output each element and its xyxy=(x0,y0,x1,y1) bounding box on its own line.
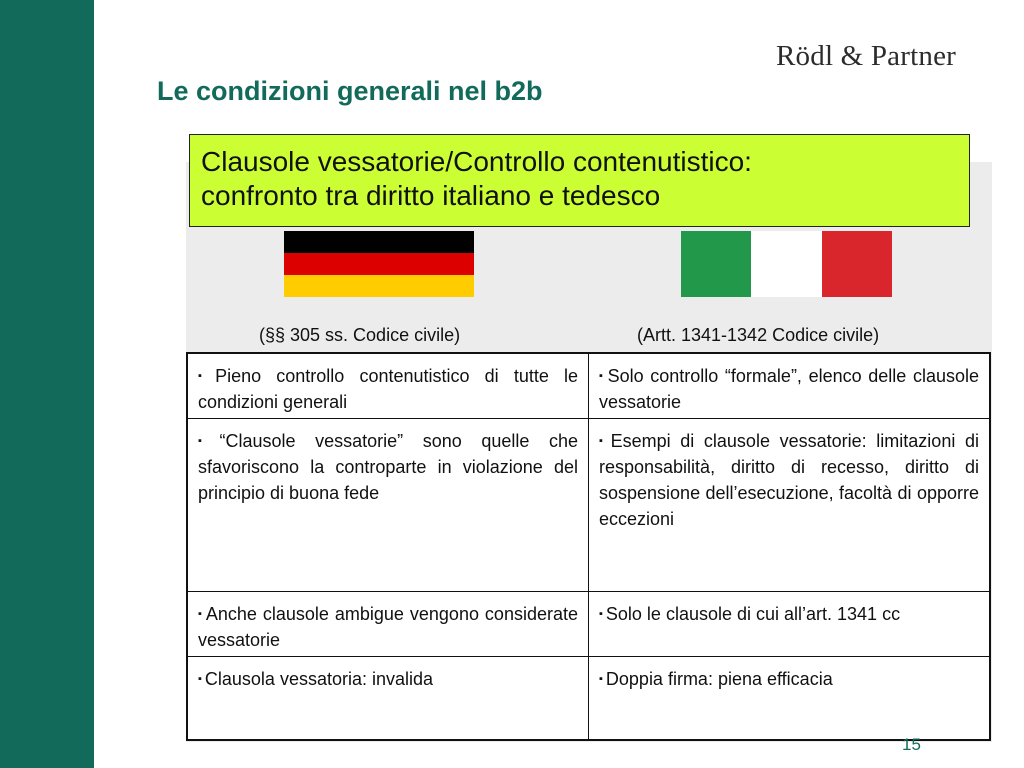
cell-text: “Clausole vessatorie” sono quelle che sfavoriscono la controparte in violazione del principio di buona fede xyxy=(198,431,578,503)
bullet-icon: ▪ xyxy=(198,673,202,685)
cell-text: Clausola vessatoria: invalida xyxy=(204,669,434,689)
bullet-icon: ▪ xyxy=(599,608,603,620)
table-cell-italy xyxy=(589,354,989,419)
germany-flag-stripe-black xyxy=(284,231,474,253)
germany-code-label: (§§ 305 ss. Codice civile) xyxy=(259,325,461,345)
company-logo: Rödl & Partner xyxy=(776,40,957,72)
table-cell-germany xyxy=(188,419,589,592)
cell-text: Solo le clausole di cui all’art. 1341 cc xyxy=(605,604,901,624)
table-cell-italy xyxy=(589,419,989,592)
bullet-icon: ▪ xyxy=(599,370,605,382)
table-cell-germany xyxy=(188,657,589,739)
germany-flag-stripe-red xyxy=(284,253,474,275)
cell-text: Esempi di clausole vessatorie: limitazioni di responsabilità, diritto di recesso, diritto di sospensione dell’esecuzione, facoltà di opporre eccezioni xyxy=(599,431,979,529)
callout-box xyxy=(189,134,970,227)
italy-flag-stripe-green xyxy=(681,231,751,297)
bullet-icon: ▪ xyxy=(599,435,608,447)
italy-code-label: (Artt. 1341-1342 Codice civile) xyxy=(637,325,880,345)
italy-flag-stripe-white xyxy=(751,231,821,297)
cell-text: Doppia firma: piena efficacia xyxy=(605,669,833,689)
table-cell-germany xyxy=(188,354,589,419)
page-title: Le condizioni generali nel b2b xyxy=(157,76,543,106)
callout-line-1: Clausole vessatorie/Controllo contenutistico: xyxy=(201,146,752,177)
cell-text: Pieno controllo contenutistico di tutte le condizioni generali xyxy=(198,366,579,412)
italy-flag-icon xyxy=(681,231,892,297)
bullet-icon: ▪ xyxy=(198,608,203,620)
bullet-icon: ▪ xyxy=(198,435,217,447)
bullet-icon: ▪ xyxy=(198,370,213,382)
germany-flag-stripe-gold xyxy=(284,275,474,297)
germany-flag-icon xyxy=(284,231,474,297)
comparison-table xyxy=(186,352,991,741)
cell-text: Solo controllo “formale”, elenco delle clausole vessatorie xyxy=(599,366,979,412)
table-cell-italy xyxy=(589,592,989,657)
cell-text: Anche clausole ambigue vengono considerate vessatorie xyxy=(198,604,578,650)
page-number: 15 xyxy=(902,735,921,754)
callout-line-2: confronto tra diritto italiano e tedesco xyxy=(201,180,661,211)
table-cell-germany xyxy=(188,592,589,657)
left-sidebar-band xyxy=(0,0,94,768)
italy-flag-stripe-red xyxy=(822,231,892,297)
table-cell-italy xyxy=(589,657,989,739)
bullet-icon: ▪ xyxy=(599,673,603,685)
